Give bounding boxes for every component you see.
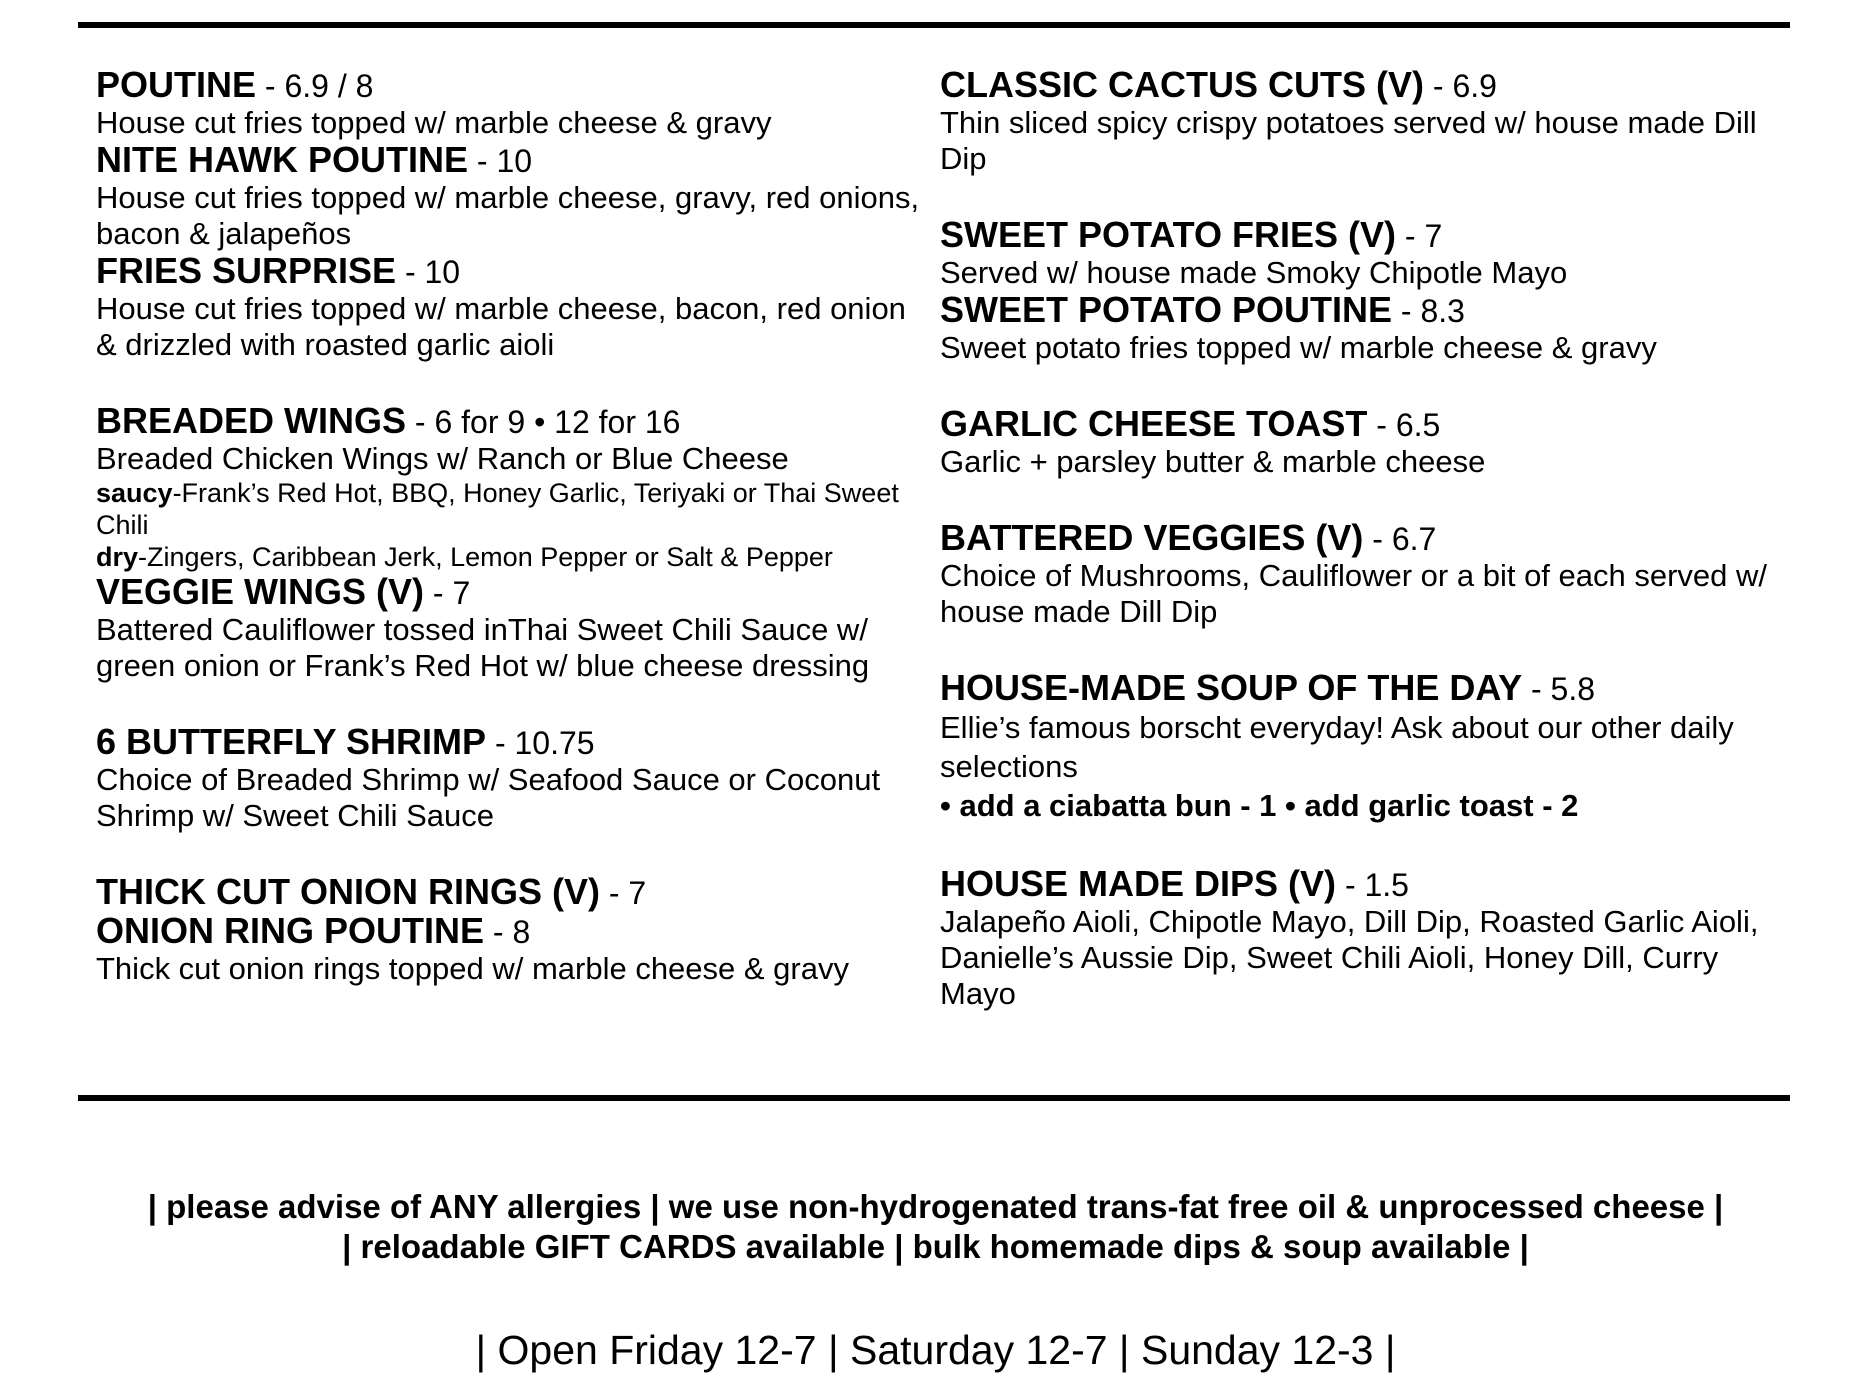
item-name: HOUSE MADE DIPS (V) <box>940 863 1337 904</box>
bottom-divider <box>78 1095 1790 1101</box>
menu-item-sweet-potato-poutine: SWEET POTATO POUTINE - 8.3 Sweet potato fries topped w/ marble cheese & gravy <box>940 291 1790 366</box>
item-description: House cut fries topped w/ marble cheese, gravy, red onions, bacon & jalapeños <box>96 180 920 251</box>
menu-item-veggie-wings: VEGGIE WINGS (V) - 7 Battered Cauliflower tossed inThai Sweet Chili Sauce w/ green onion or Frank’s Red Hot w/ blue cheese dressing <box>96 573 931 684</box>
footer-notes <box>0 1187 1871 1267</box>
item-name: ONION RING POUTINE <box>96 910 485 951</box>
item-name: FRIES SURPRISE <box>96 250 397 291</box>
footer-gift-card-note: | reloadable GIFT CARDS available | bulk homemade dips & soup available | <box>342 1228 1529 1265</box>
item-price: 6.7 <box>1391 521 1437 557</box>
item-price: 6.9 <box>1452 68 1497 104</box>
menu-item-soup-of-the-day: HOUSE-MADE SOUP OF THE DAY - 5.8 Ellie’s famous borscht everyday! Ask about our other daily selections • add a ciabatta bun - 1 • add garlic toast - 2 <box>940 669 1790 826</box>
item-description: Garlic + parsley butter & marble cheese <box>940 444 1486 479</box>
item-description: Choice of Breaded Shrimp w/ Seafood Sauce or Coconut Shrimp w/ Sweet Chili Sauce <box>96 762 881 833</box>
item-description: Ellie’s famous borscht everyday! Ask about our other daily selections <box>940 710 1734 784</box>
menu-item-nite-hawk-poutine: NITE HAWK POUTINE - 10 House cut fries topped w/ marble cheese, gravy, red onions, bacon & jalapeños <box>96 141 931 252</box>
item-name: VEGGIE WINGS (V) <box>96 571 425 612</box>
soup-add-ons: • add a ciabatta bun - 1 • add garlic toast - 2 <box>940 788 1579 823</box>
item-description: Choice of Mushrooms, Cauliflower or a bit of each served w/ house made Dill Dip <box>940 558 1768 629</box>
item-description: Thick cut onion rings topped w/ marble cheese & gravy <box>96 951 849 986</box>
item-price: 10.75 <box>514 725 595 761</box>
wing-sauce-dry: dry-Zingers, Caribbean Jerk, Lemon Pepper or Salt & Pepper <box>96 542 833 572</box>
item-name: BREADED WINGS <box>96 400 407 441</box>
item-price: 10 <box>496 143 533 179</box>
item-name: GARLIC CHEESE TOAST <box>940 403 1368 444</box>
menu-item-butterfly-shrimp: 6 BUTTERFLY SHRIMP - 10.75 Choice of Breaded Shrimp w/ Seafood Sauce or Coconut Shrimp w/ Sweet Chili Sauce <box>96 723 931 834</box>
item-price: 1.5 <box>1364 867 1409 903</box>
item-description: Breaded Chicken Wings w/ Ranch or Blue Cheese <box>96 441 789 476</box>
menu-left-column <box>96 66 931 987</box>
item-description: Thin sliced spicy crispy potatoes served w/ house made Dill Dip <box>940 105 1757 176</box>
menu-item-cactus-cuts: CLASSIC CACTUS CUTS (V) - 6.9 Thin sliced spicy crispy potatoes served w/ house made Dill Dip <box>940 66 1790 177</box>
item-price: 5.8 <box>1550 671 1596 707</box>
item-price: 6 for 9 • 12 for 16 <box>434 404 681 440</box>
item-price: 7 <box>1424 218 1443 254</box>
item-name: SWEET POTATO POUTINE <box>940 289 1393 330</box>
item-name: CLASSIC CACTUS CUTS (V) <box>940 64 1424 105</box>
menu-item-house-made-dips: HOUSE MADE DIPS (V) - 1.5 Jalapeño Aioli, Chipotle Mayo, Dill Dip, Roasted Garlic Aioli, Danielle’s Aussie Dip, Sweet Chili Aioli, Honey Dill, Curry Mayo <box>940 865 1790 1012</box>
item-description: House cut fries topped w/ marble cheese & gravy <box>96 105 772 140</box>
item-description: Served w/ house made Smoky Chipotle Mayo <box>940 255 1568 290</box>
menu-item-onion-ring-poutine: ONION RING POUTINE - 8 Thick cut onion rings topped w/ marble cheese & gravy <box>96 912 931 987</box>
item-name: NITE HAWK POUTINE <box>96 139 469 180</box>
item-description: Battered Cauliflower tossed inThai Sweet Chili Sauce w/ green onion or Frank’s Red Hot w/ blue cheese dressing <box>96 612 870 683</box>
item-name: HOUSE-MADE SOUP OF THE DAY <box>940 667 1523 708</box>
opening-hours: | Open Friday 12-7 | Saturday 12-7 | Sunday 12-3 | <box>475 1327 1396 1373</box>
item-name: THICK CUT ONION RINGS (V) <box>96 871 600 912</box>
item-price: 6.5 <box>1395 407 1441 443</box>
top-divider <box>78 22 1790 28</box>
menu-item-fries-surprise: FRIES SURPRISE - 10 House cut fries topped w/ marble cheese, bacon, red onion & drizzled with roasted garlic aioli <box>96 252 931 363</box>
item-price: 10 <box>424 254 461 290</box>
item-name: 6 BUTTERFLY SHRIMP <box>96 721 487 762</box>
menu-item-onion-rings: THICK CUT ONION RINGS (V) - 7 <box>96 871 647 912</box>
wing-sauce-saucy: saucy-Frank’s Red Hot, BBQ, Honey Garlic, Teriyaki or Thai Sweet Chili <box>96 478 899 540</box>
item-price: 7 <box>452 575 471 611</box>
menu-item-breaded-wings: BREADED WINGS - 6 for 9 • 12 for 16 Breaded Chicken Wings w/ Ranch or Blue Cheese saucy-Frank’s Red Hot, BBQ, Honey Garlic, Teriyaki or Thai Sweet Chili dry-Zingers, Caribbean Jerk, Lemon Pepper or Salt & Pepper <box>96 402 931 573</box>
menu-item-poutine: POUTINE - 6.9 / 8 House cut fries topped w/ marble cheese & gravy <box>96 66 931 141</box>
menu-item-garlic-cheese-toast: GARLIC CHEESE TOAST - 6.5 Garlic + parsley butter & marble cheese <box>940 405 1790 480</box>
item-description: Jalapeño Aioli, Chipotle Mayo, Dill Dip, Roasted Garlic Aioli, Danielle’s Aussie Dip, Sweet Chili Aioli, Honey Dill, Curry Mayo <box>940 904 1759 1011</box>
item-price: 8 <box>512 914 531 950</box>
item-name: POUTINE <box>96 64 257 105</box>
menu-item-sweet-potato-fries: SWEET POTATO FRIES (V) - 7 Served w/ house made Smoky Chipotle Mayo <box>940 216 1790 291</box>
menu-item-battered-veggies: BATTERED VEGGIES (V) - 6.7 Choice of Mushrooms, Cauliflower or a bit of each served w/ house made Dill Dip <box>940 519 1790 630</box>
footer-allergy-note: | please advise of ANY allergies | we use non-hydrogenated trans-fat free oil & unprocessed cheese | <box>147 1188 1724 1225</box>
item-price: 7 <box>628 875 647 911</box>
item-description: House cut fries topped w/ marble cheese, bacon, red onion & drizzled with roasted garlic aioli <box>96 291 906 362</box>
item-price: 8.3 <box>1420 293 1465 329</box>
menu-right-column <box>940 66 1790 1012</box>
item-name: BATTERED VEGGIES (V) <box>940 517 1364 558</box>
item-description: Sweet potato fries topped w/ marble cheese & gravy <box>940 330 1657 365</box>
item-price: 6.9 / 8 <box>284 68 374 104</box>
item-name: SWEET POTATO FRIES (V) <box>940 214 1397 255</box>
